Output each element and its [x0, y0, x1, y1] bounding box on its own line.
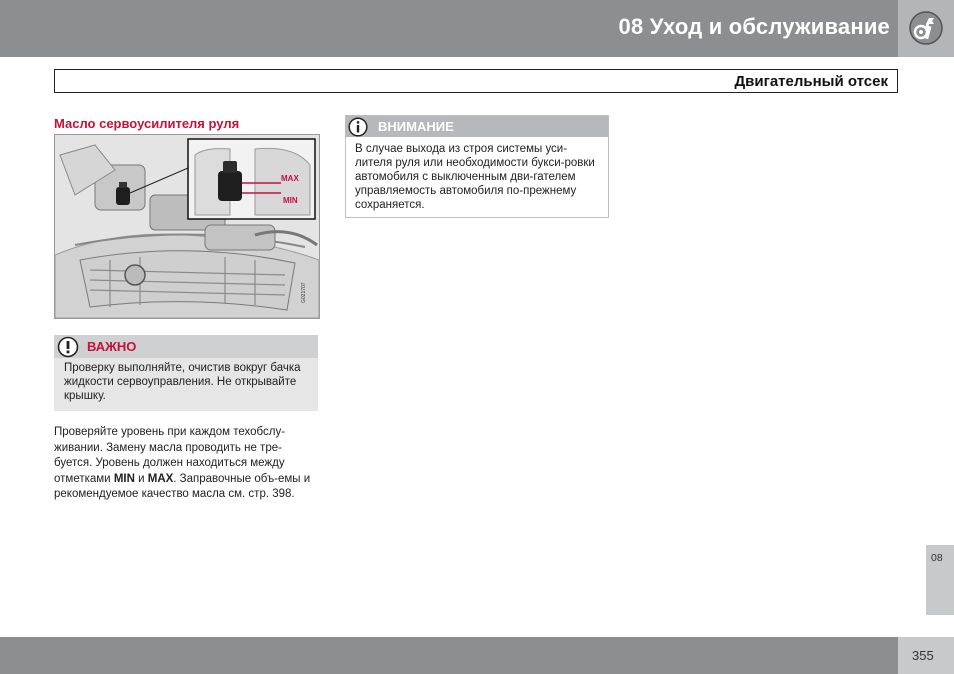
chapter-icon-box [898, 0, 954, 57]
page-footer [0, 637, 898, 674]
important-title: ВАЖНО [87, 339, 137, 354]
article-body [54, 425, 318, 503]
important-header [54, 335, 318, 358]
important-text: Проверку выполняйте, очистив вокруг бачка жидкости сервоуправления. Не открывайте крышку. [64, 362, 301, 402]
engine-bay-drawing [55, 135, 319, 318]
attention-header [346, 116, 608, 137]
chapter-tab-label: 08 [931, 552, 943, 564]
engine-illustration [54, 134, 320, 319]
body-text-and: и [134, 472, 148, 485]
chapter-tab [926, 545, 954, 615]
attention-text: В случае выхода из строя системы уси-лителя руля или необходимости букси-ровки автомобиля с выключенным дви-гателем управляемость автомобиля по-прежнему сохраняется. [355, 143, 595, 211]
article-heading: Масло сервоусилителя руля [54, 116, 240, 131]
chapter-title: 08 Уход и обслуживание [618, 14, 890, 39]
info-icon [348, 117, 368, 137]
page-number-box [898, 637, 954, 674]
exclamation-icon [57, 336, 79, 358]
important-box [54, 335, 318, 411]
attention-title: ВНИМАНИЕ [378, 119, 454, 134]
body-max-mark: MAX [147, 472, 174, 485]
figure-code: G021707 [301, 282, 307, 303]
wrench-gear-icon [908, 10, 944, 46]
page-header [0, 0, 898, 57]
max-mark-label: MAX [281, 174, 299, 183]
section-title-bar [54, 69, 898, 93]
body-min-mark: MIN [113, 472, 135, 485]
min-mark-label: MIN [283, 196, 298, 205]
body-text-part1: Проверяйте уровень при каждом техобслу-живании. Замену масла проводить не тре-буется. Уровень должен находиться между отметками [54, 426, 286, 485]
body-text-part2: . Заправочные объ-емы и рекомендуемое качество масла см. стр. 398. [54, 472, 311, 500]
attention-box [345, 115, 609, 218]
page-number: 355 [912, 648, 934, 663]
section-title: Двигательный отсек [734, 73, 888, 90]
